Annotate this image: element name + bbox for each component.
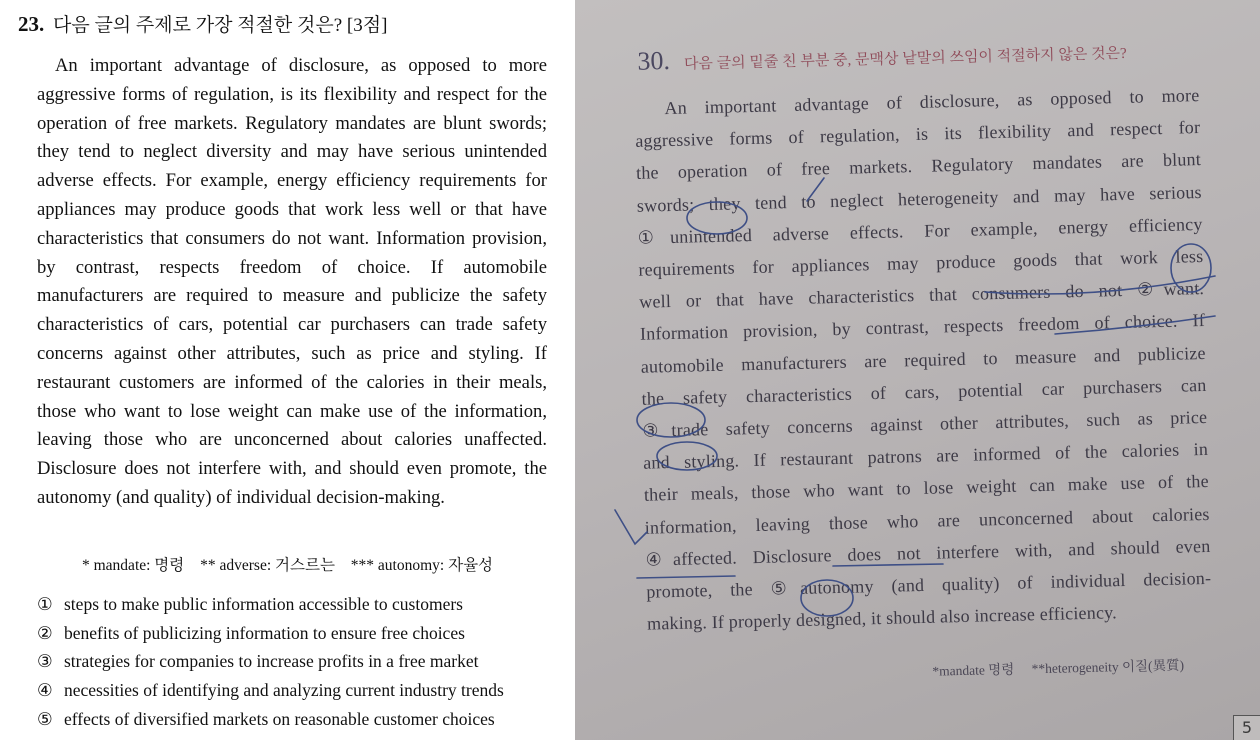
photo-line: automobile manufacturers are required to measure and publicize: [640, 342, 1206, 377]
choice-text: benefits of publicizing information to ensure free choices: [64, 622, 465, 643]
photo-line: ④affected. Disclosure does not interfere with, and should even: [645, 535, 1211, 570]
photo-line: the safety characteristics of cars, potential car purchasers can: [641, 374, 1207, 409]
choice-5[interactable]: [37, 705, 504, 734]
footnote-autonomy: *** autonomy: 자율성: [350, 557, 494, 574]
choice-3[interactable]: [37, 647, 504, 676]
choice-4[interactable]: [37, 676, 504, 705]
photo-line: and styling. If restaurant patrons are informed of the calories in: [642, 439, 1209, 473]
footnote-mandate: * mandate: 명령: [82, 557, 185, 574]
choice-text: steps to make public information accessible to customers: [64, 594, 463, 614]
photo-line: the operation of free markets. Regulatory mandates are blunt: [635, 149, 1202, 184]
choice-marker: ④: [37, 680, 53, 701]
photo-line: information, leaving those who are unconcerned about calories: [644, 503, 1210, 538]
page-number-corner: 5: [1233, 715, 1260, 740]
passage-body: An important advantage of disclosure, as opposed to more aggressive forms of regulation, is its flexibility and respect for the operation of free markets. Regulatory mandates are blunt swords; they tend to neglect diversity and may have serious unintended adverse effects. For example, energy efficiency requirements for appliances may produce goods that work less well or that have characteristics that consumers do not want. Information provision, by contrast, respects freedom of choice. If automobile manufacturers are required to measure and publicize the safety characteristics of cars, potential car purchasers can trade safety concerns against other attributes, such as price and styling. If restaurant customers are informed of the calories in their meals, those who want to lose weight can make use of the information, leaving those who are unconcerned about calories unaffected. Disclosure does not interfere with, and should even promote, the autonomy (and quality) of individual decision-making.: [37, 55, 547, 508]
photo-passage: [634, 79, 1212, 640]
photo-question-number: 30.: [637, 45, 671, 76]
typeset-exam-panel: [0, 0, 575, 740]
choice-marker: ⑤: [37, 708, 53, 729]
photo-line: promote, the ⑤autonomy (and quality) of individual decision-: [646, 567, 1212, 602]
photo-line: making. If properly designed, it should also increase efficiency.: [646, 602, 1118, 634]
passage-text: [37, 52, 547, 513]
photo-footnote-mandate: *mandate 명령: [932, 661, 1015, 679]
choice-marker: ③: [37, 651, 53, 672]
photo-line: aggressive forms of regulation, is its flexibility and respect for: [635, 117, 1201, 152]
photo-footnote-heterogeneity: **heterogeneity 이질(異質): [1031, 657, 1185, 677]
choice-marker: ①: [37, 594, 53, 614]
choice-text: effects of diversified markets on reasonable customer choices: [64, 708, 495, 729]
photographed-exam-panel: [575, 0, 1260, 740]
photo-line: An important advantage of disclosure, as opposed to more: [664, 85, 1200, 119]
photo-question-prompt: 다음 글의 밑줄 친 부분 중, 문맥상 낱말의 쓰임이 적절하지 않은 것은?: [683, 45, 1127, 73]
photo-line: well or that have characteristics that consumers do not ②want.: [639, 278, 1205, 312]
footnote-adverse: ** adverse: 거스르는: [200, 557, 335, 574]
photo-line: requirements for appliances may produce goods that work less: [638, 246, 1204, 280]
photo-line: Information provision, by contrast, respects freedom of choice. If: [639, 310, 1206, 345]
photo-line: swords; they tend to neglect heterogeneity and may have serious: [636, 181, 1202, 216]
photo-footnotes: [932, 653, 1198, 679]
photo-paper: [575, 0, 1260, 740]
photo-line: ①unintended adverse effects. For example, energy efficiency: [637, 213, 1203, 248]
choice-text: necessities of identifying and analyzing current industry trends: [64, 680, 504, 701]
question-header: [18, 10, 387, 37]
answer-choices: [37, 590, 504, 734]
photo-question-header: [637, 35, 1127, 77]
choice-2[interactable]: [37, 619, 504, 648]
photo-line: ③trade safety concerns against other attributes, such as price: [642, 406, 1208, 441]
choice-text: strategies for companies to increase profits in a free market: [64, 651, 479, 672]
choice-marker: ②: [37, 622, 53, 643]
question-prompt: 다음 글의 주제로 가장 적절한 것은? [3점]: [53, 15, 388, 36]
photo-line: their meals, those who want to lose weight can make use of the: [643, 471, 1210, 506]
footnotes: [82, 553, 505, 575]
question-number: 23.: [18, 12, 45, 36]
choice-1[interactable]: [37, 590, 504, 619]
